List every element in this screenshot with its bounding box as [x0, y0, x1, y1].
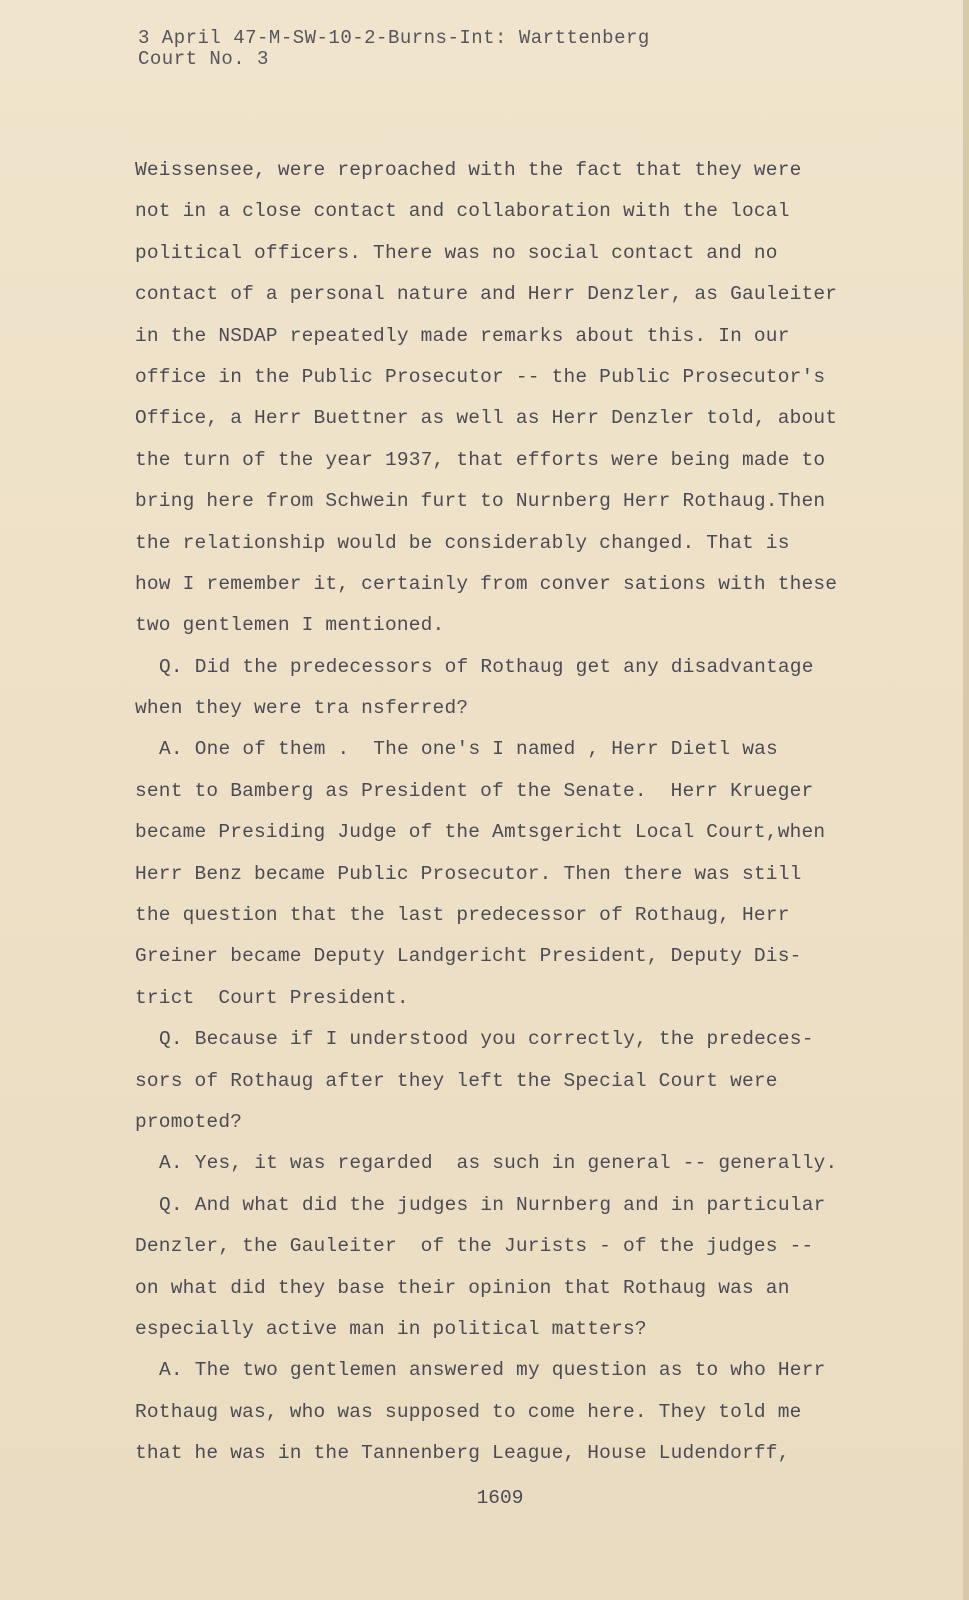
body-line: the relationship would be considerably changed. That is: [135, 531, 790, 554]
body-line: on what did they base their opinion that Rothaug was an: [135, 1276, 790, 1299]
transcript-body: [135, 150, 875, 1475]
body-line: not in a close contact and collaboration with the local: [135, 200, 790, 223]
body-line: when they were tra nsferred?: [135, 697, 469, 720]
body-line: promoted?: [135, 1110, 243, 1133]
question-line: Q. Did the predecessors of Rothaug get any disadvantage: [159, 655, 814, 678]
body-line: sors of Rothaug after they left the Special Court were: [135, 1069, 778, 1092]
body-line: Greiner became Deputy Landgericht President, Deputy Dis-: [135, 945, 802, 968]
body-line: Rothaug was, who was supposed to come here. They told me: [135, 1400, 802, 1423]
body-line: especially active man in political matters?: [135, 1317, 647, 1340]
question-line: Q. And what did the judges in Nurnberg and in particular: [159, 1193, 826, 1216]
header-line-1: 3 April 47-M-SW-10-2-Burns-Int: Warttenberg: [138, 27, 650, 49]
body-line: political officers. There was no social contact and no: [135, 241, 778, 264]
header-line-2: Court No. 3: [138, 48, 269, 70]
body-line: office in the Public Prosecutor -- the Public Prosecutor's: [135, 365, 826, 388]
body-line: in the NSDAP repeatedly made remarks about this. In our: [135, 324, 790, 347]
question-line: Q. Because if I understood you correctly, the predeces-: [159, 1028, 814, 1051]
body-line: the turn of the year 1937, that efforts were being made to: [135, 448, 826, 471]
body-line: two gentlemen I mentioned.: [135, 614, 445, 637]
body-line: contact of a personal nature and Herr Denzler, as Gauleiter: [135, 283, 838, 306]
answer-line: A. Yes, it was regarded as such in general -- generally.: [159, 1152, 838, 1175]
body-line: bring here from Schwein furt to Nurnberg Herr Rothaug.Then: [135, 490, 826, 513]
body-line: Weissensee, were reproached with the fact that they were: [135, 159, 802, 181]
answer-line: A. One of them . The one's I named , Herr Dietl was: [159, 738, 778, 761]
answer-line: A. The two gentlemen answered my question as to who Herr: [159, 1359, 826, 1382]
page-header: [138, 28, 650, 70]
body-line: trict Court President.: [135, 986, 409, 1009]
body-line: Herr Benz became Public Prosecutor. Then there was still: [135, 862, 802, 885]
page-number: 1609: [476, 1487, 524, 1509]
body-line: that he was in the Tannenberg League, House Ludendorff,: [135, 1442, 790, 1465]
body-line: sent to Bamberg as President of the Senate. Herr Krueger: [135, 779, 814, 802]
body-line: became Presiding Judge of the Amtsgericht Local Court,when: [135, 821, 826, 844]
body-line: Denzler, the Gauleiter of the Jurists - of the judges --: [135, 1235, 814, 1258]
body-line: Office, a Herr Buettner as well as Herr Denzler told, about: [135, 407, 838, 430]
body-line: how I remember it, certainly from conver sations with these: [135, 572, 838, 595]
body-line: the question that the last predecessor of Rothaug, Herr: [135, 904, 790, 927]
